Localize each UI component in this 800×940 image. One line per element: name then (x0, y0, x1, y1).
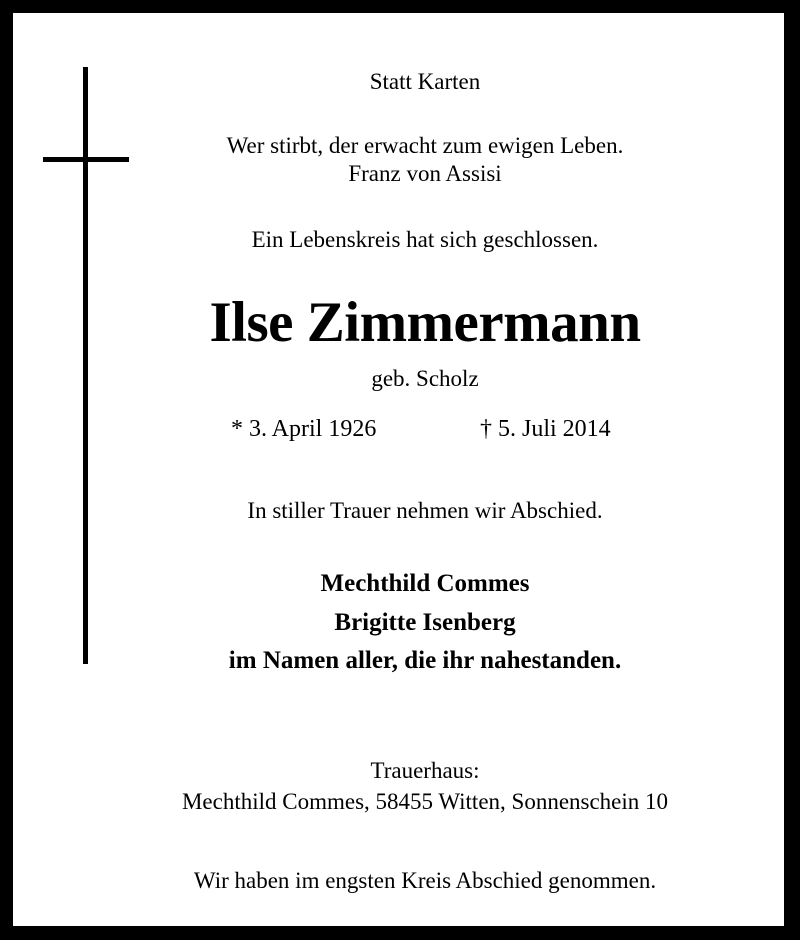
birth-date: * 3. April 1926 (231, 416, 377, 442)
quote: Wer stirbt, der erwacht zum ewigen Leben. (226, 133, 624, 158)
closing-text: Wir haben im engsten Kreis Abschied genommen. (193, 868, 657, 893)
mourner-2: Brigitte Isenberg (334, 609, 516, 636)
deceased-name: Ilse Zimmermann (209, 291, 641, 354)
death-date: † 5. Juli 2014 (480, 416, 611, 442)
trauerhaus-label: Trauerhaus: (370, 758, 480, 783)
intro-text: Ein Lebenskreis hat sich geschlossen. (251, 227, 599, 252)
statt-karten: Statt Karten (369, 69, 481, 94)
mourner-1: Mechthild Commes (320, 570, 530, 597)
trauerhaus-address: Mechthild Commes, 58455 Witten, Sonnenschein 10 (181, 789, 669, 814)
mourner-3: im Namen aller, die ihr nahestanden. (228, 647, 622, 674)
quote-author: Franz von Assisi (348, 161, 502, 186)
birth-name: geb. Scholz (371, 366, 479, 391)
mourning-text: In stiller Trauer nehmen wir Abschied. (247, 498, 603, 523)
